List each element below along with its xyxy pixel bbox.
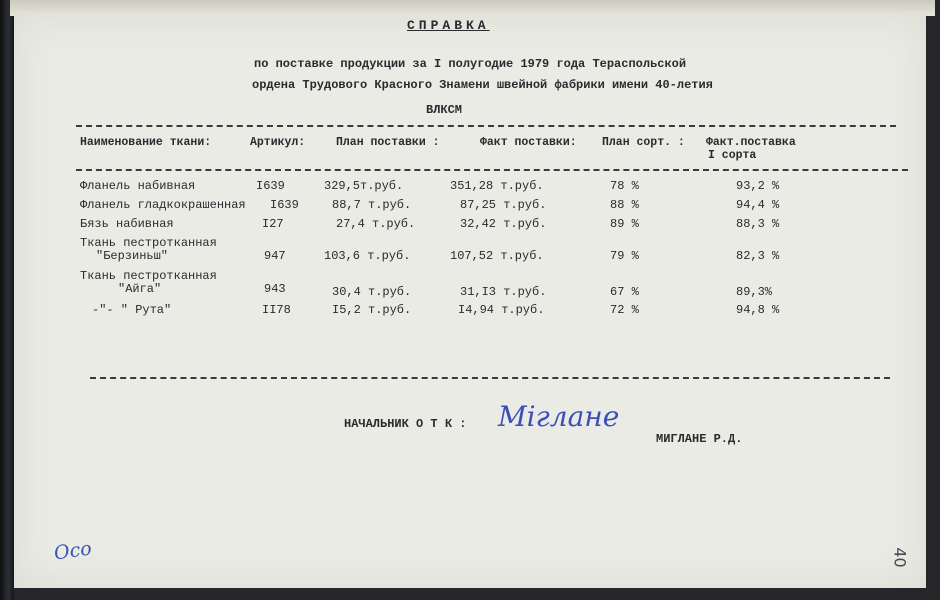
row-3-name: Бязь набивная	[80, 217, 174, 231]
row-6-fact-sort: 94,8 %	[736, 303, 780, 317]
row-2-fact-sort: 94,4 %	[736, 198, 780, 212]
row-5-name: Ткань пестротканная	[80, 269, 217, 283]
handwritten-signature: Мiглане	[498, 400, 620, 433]
row-4-fact-sort: 82,3 %	[736, 249, 780, 263]
row-1-plan: 329,5т.руб.	[324, 179, 404, 193]
row-5-plan: 30,4 т.руб.	[332, 285, 412, 299]
row-5-fact-sort: 89,3%	[736, 285, 773, 299]
row-4-name: Ткань пестротканная	[80, 236, 217, 250]
row-6-plan: I5,2 т.руб.	[332, 303, 412, 317]
col-header-fact-sort-line2: I сорта	[708, 149, 757, 162]
row-3-plan: 27,4 т.руб.	[336, 217, 416, 231]
row-4-plan-sort: 79 %	[610, 249, 639, 263]
row-2-plan: 88,7 т.руб.	[332, 198, 412, 212]
row-4-plan: 103,6 т.руб.	[324, 249, 411, 263]
row-1-article: I639	[256, 179, 285, 193]
col-header-fact-sort: Факт.поставка	[706, 136, 796, 149]
signatory-name: МИГЛАНЕ Р.Д.	[656, 432, 743, 446]
subtitle-line-3: ВЛКСМ	[426, 103, 463, 117]
row-2-fact: 87,25 т.руб.	[460, 198, 547, 212]
row-1-name: Фланель набивная	[80, 179, 196, 193]
row-5-article: 943	[264, 282, 286, 296]
row-6-fact: I4,94 т.руб.	[458, 303, 545, 317]
signature-label: НАЧАЛЬНИК О Т К :	[344, 417, 467, 431]
dashed-rule-bottom	[90, 377, 890, 379]
col-header-fact: Факт поставки:	[480, 136, 577, 149]
row-4-name-quoted: "Берзиньш"	[96, 249, 169, 263]
row-6-article: II78	[262, 303, 291, 317]
row-4-article: 947	[264, 249, 286, 263]
corner-handwritten-mark: Осо	[52, 537, 94, 565]
col-header-name: Наименование ткани:	[80, 136, 212, 149]
row-3-fact-sort: 88,3 %	[736, 217, 780, 231]
binding-spine	[0, 0, 14, 600]
row-6-name: -"- " Рута"	[92, 303, 172, 317]
dashed-rule-top	[76, 125, 896, 127]
row-3-fact: 32,42 т.руб.	[460, 217, 547, 231]
subtitle-line-1: по поставке продукции за I полугодие 1979 года Тераспольской	[254, 57, 687, 71]
row-6-plan-sort: 72 %	[610, 303, 639, 317]
row-1-fact: 351,28 т.руб.	[450, 179, 544, 193]
dashed-rule-header	[76, 169, 908, 171]
row-1-fact-sort: 93,2 %	[736, 179, 780, 193]
subtitle-line-2: ордена Трудового Красного Знамени швейной фабрики имени 40-летия	[252, 78, 713, 92]
col-header-plan-sort: План сорт. :	[602, 136, 685, 149]
row-4-fact: 107,52 т.руб.	[450, 249, 544, 263]
page-number: 40	[890, 547, 910, 568]
row-5-fact: 31,I3 т.руб.	[460, 285, 547, 299]
row-5-name-quoted: "Айга"	[118, 282, 162, 296]
col-header-plan: План поставки :	[336, 136, 440, 149]
row-2-article: I639	[270, 198, 299, 212]
row-2-plan-sort: 88 %	[610, 198, 639, 212]
row-1-plan-sort: 78 %	[610, 179, 639, 193]
row-5-plan-sort: 67 %	[610, 285, 639, 299]
col-header-article: Артикул:	[250, 136, 306, 149]
row-3-plan-sort: 89 %	[610, 217, 639, 231]
row-3-article: I27	[262, 217, 284, 231]
document-title: СПРАВКА	[407, 18, 490, 33]
row-2-name: Фланель гладкокрашенная	[80, 198, 246, 212]
document-sheet	[14, 14, 926, 588]
